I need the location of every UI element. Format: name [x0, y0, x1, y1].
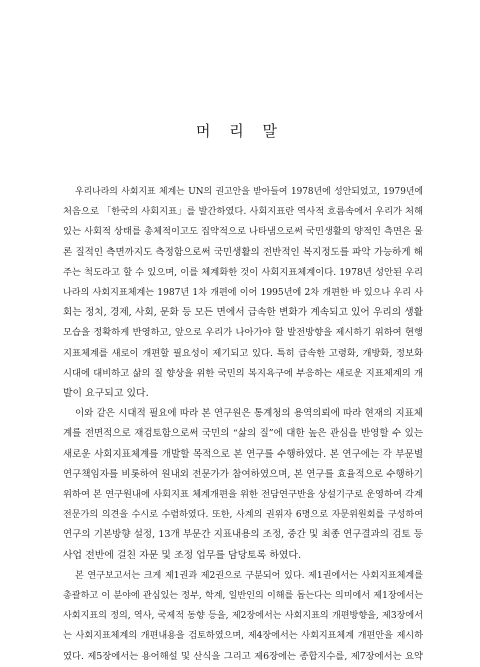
text-line: 새로운 사회지표체계를 개발할 목적으로 본 연구를 수행하였다. 본 연구에는 각 부문별 — [63, 448, 423, 460]
text-line: 총괄하고 이 분야에 관심있는 정부, 학계, 일반인의 이해를 돕는다는 의미에서 제1장에서는 — [63, 591, 423, 602]
text-line: 주는 척도라고 할 수 있으며, 이를 체계화한 것이 사회지표체계이다. 1978년 성안된 우리 — [63, 266, 423, 278]
text-line: 연구의 기본방향 설정, 13개 부문간 지표내용의 조정, 중간 및 최종 연구결과의 검토 등 — [63, 529, 423, 541]
paragraph-3 — [63, 566, 423, 667]
text-line: 사회지표의 정의, 역사, 국제적 동향 등을, 제2장에서는 사회지표의 개편방향을, 제3장에서 — [63, 611, 423, 622]
page-title: 머 리 말 — [195, 122, 284, 140]
text-line: 론 질적인 측면까지도 측정함으로써 국민생활의 전반적인 복지정도를 파악 가능하게 해 — [63, 246, 423, 258]
text-line: 였다. 제5장에서는 용어해설 및 산식을 그리고 제6장에는 종합지수를, 제7장에서는 요약 — [63, 650, 423, 662]
text-line: 처음으로 「한국의 사회지표」를 발간하였다. 사회지표란 역사적 흐름속에서 우리가 처해 — [63, 206, 423, 218]
paragraph-1 — [63, 182, 423, 404]
text-line: 회는 정치, 경제, 사회, 문화 등 모든 면에서 급속한 변화가 계속되고 있어 우리의 생활 — [63, 307, 423, 319]
paragraph-2 — [63, 404, 423, 566]
text-line: 시대에 대비하고 삶의 질 향상을 위한 국민의 복지욕구에 부응하는 새로운 지표체계의 개 — [63, 367, 423, 379]
text-line: 사업 전반에 걸친 자문 및 조정 업무를 담당토록 하였다. — [63, 549, 302, 561]
text-line: 있는 사회적 상태를 총체적이고도 집약적으로 나타냄으로써 국민생활의 양적인 측면은 물 — [63, 226, 423, 238]
body-text — [63, 182, 423, 667]
text-line: 계를 전면적으로 재검토함으로써 국민의 “삶의 질”에 대한 높은 관심을 반영할 수 있는 — [63, 428, 423, 440]
text-line: 지표체계를 새로이 개편할 필요성이 제기되고 있다. 특히 급속한 고령화, 개방화, 정보화 — [63, 347, 423, 359]
text-line: 위하여 본 연구원내에 사회지표 체계개편을 위한 전담연구반을 상설기구로 운영하여 각계 — [63, 489, 423, 501]
text-line: 는 사회지표체계의 개편내용을 검토하였으며, 제4장에서는 사회지표체계 개편안을 제시하 — [63, 631, 423, 642]
text-line: 연구책임자를 비롯하여 원내외 전문가가 참여하였으며, 본 연구를 효율적으로 수행하기 — [63, 468, 423, 480]
text-line: 발이 요구되고 있다. — [63, 388, 149, 400]
text-line: 본 연구보고서는 크게 제1권과 제2권으로 구분되어 있다. 제1권에서는 사회지표체계를 — [75, 570, 423, 581]
text-line: 나라의 사회지표체계는 1987년 1차 개편에 이어 1995년에 2차 개편한 바 있으나 우리 사 — [63, 288, 423, 299]
text-line: 이와 같은 시대적 필요에 따라 본 연구원은 통계청의 용역의뢰에 따라 현재의 지표체 — [75, 408, 423, 420]
text-line: 모습을 정확하게 반영하고, 앞으로 우리가 나아가야 할 발전방향을 제시하기 위하여 현행 — [63, 327, 423, 339]
text-line: 우리나라의 사회지표 체계는 UN의 권고안을 받아들여 1978년에 성안되었고, 1979년에 — [75, 187, 423, 197]
text-line: 전문가의 의견을 수시로 수렴하였다. 또한, 사계의 권위자 6명으로 자문위원회를 구성하여 — [63, 510, 423, 521]
